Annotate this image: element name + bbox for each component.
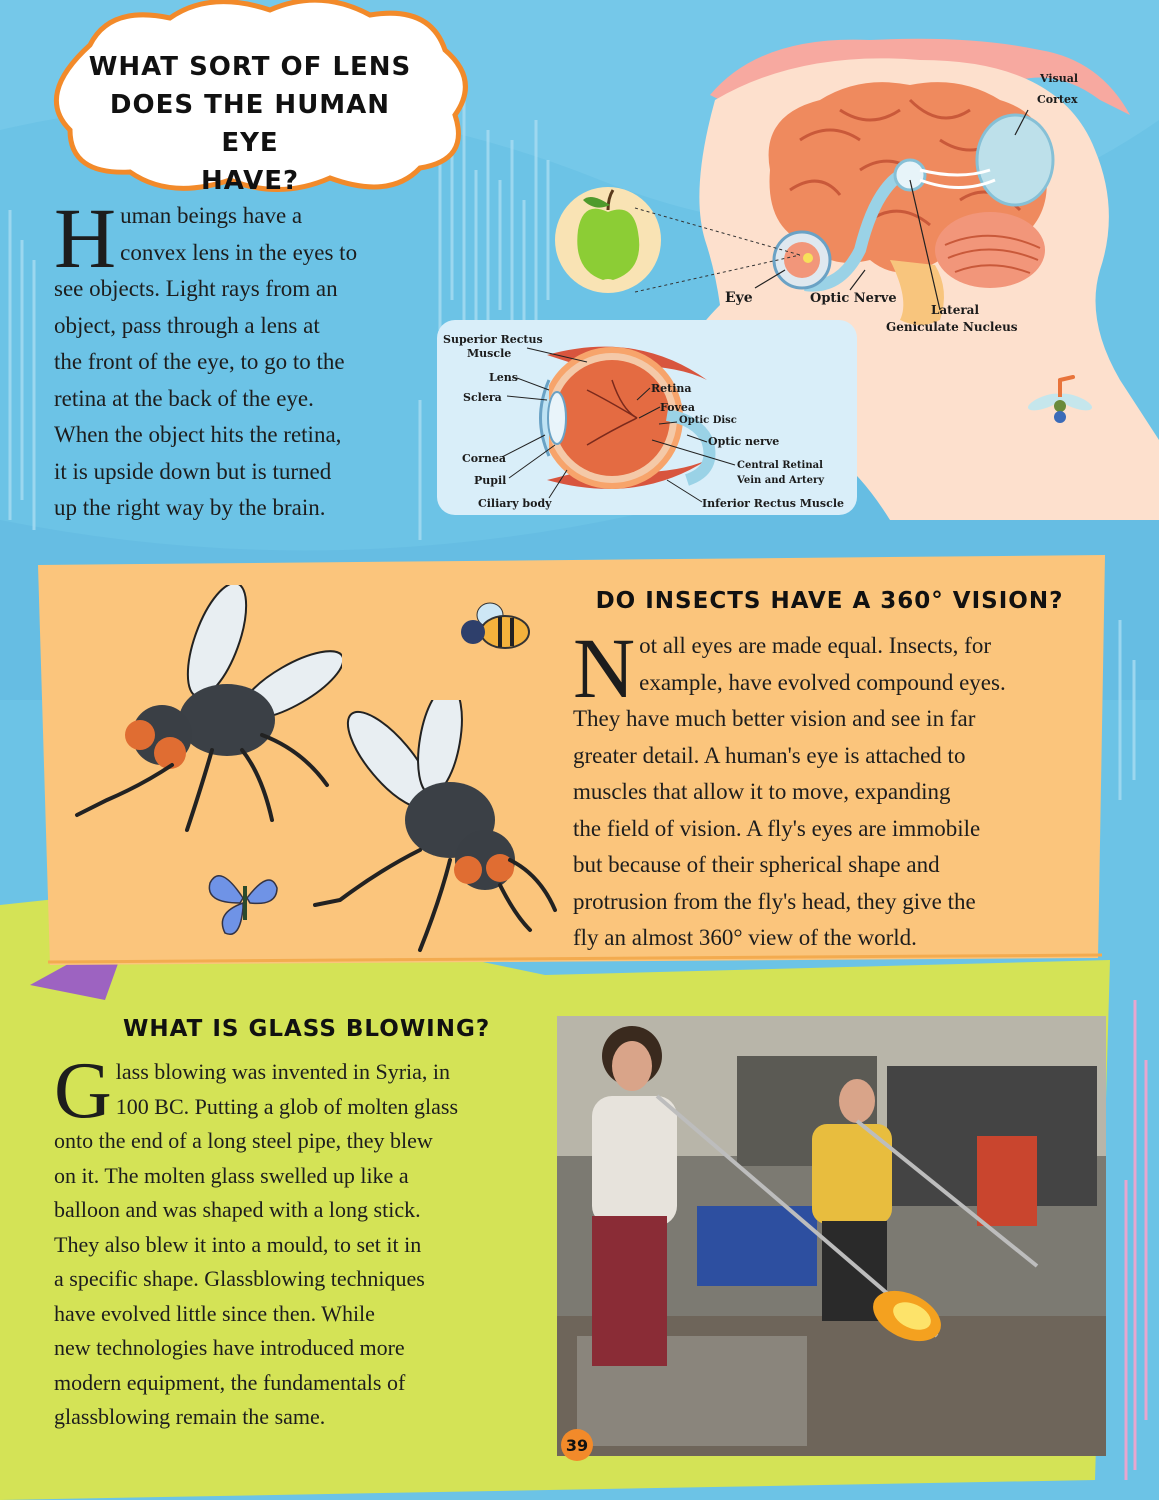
text-line: They also blew it into a mould, to set it in — [54, 1231, 422, 1257]
eye-section-text — [54, 190, 429, 527]
text-line: They have much better vision and see in far — [573, 706, 976, 731]
glass-paragraph — [54, 1047, 554, 1435]
text-line: When the object hits the retina, — [54, 422, 342, 447]
glass-blowing-photo — [557, 1016, 1106, 1456]
text-line: object, pass through a lens at — [54, 312, 320, 338]
glass-heading: WHAT IS GLASS BLOWING? — [123, 1016, 491, 1042]
text-line: modern equipment, the fundamentals of — [54, 1369, 406, 1395]
text-line: on it. The molten glass swelled up like a — [54, 1162, 409, 1188]
label-lens: Lens — [489, 371, 518, 384]
bee-icon — [445, 600, 535, 670]
text-line: muscles that allow it to move, expanding — [573, 779, 951, 804]
light-ray-lines — [630, 200, 810, 300]
butterfly-icon — [205, 858, 285, 943]
text-line: retina at the back of the eye. — [54, 385, 314, 411]
label-central-retinal-1: Central Retinal — [737, 460, 823, 471]
label-central-retinal-2: Vein and Artery — [737, 475, 825, 486]
text-line: a specific shape. Glassblowing techniques — [54, 1266, 425, 1291]
text-line: have evolved little since then. While — [54, 1300, 375, 1326]
text-line: onto the end of a long steel pipe, they blew — [54, 1128, 433, 1153]
text-line: example, have evolved compound eyes. — [639, 669, 1006, 695]
text-line: lass blowing was invented in Syria, in — [115, 1059, 451, 1084]
glass-section-text — [54, 1047, 554, 1435]
insects-paragraph — [573, 620, 1083, 957]
insects-section-text — [573, 620, 1083, 957]
eye-section-heading — [80, 48, 420, 200]
insects-heading: DO INSECTS HAVE A 360° VISION? — [595, 588, 1064, 614]
text-line: glassblowing remain the same. — [54, 1404, 326, 1429]
text-line: 100 BC. Putting a glob of molten glass — [115, 1093, 459, 1119]
label-inferior-rectus: Inferior Rectus Muscle — [702, 497, 844, 510]
text-line: new technologies have introduced more — [54, 1335, 405, 1360]
text-line: protrusion from the fly's head, they give the — [573, 888, 976, 914]
label-superior-rectus-2: Muscle — [467, 347, 512, 360]
label-superior-rectus-1: Superior Rectus — [443, 333, 543, 346]
text-line: greater detail. A human's eye is attached to — [573, 742, 966, 768]
label-visual-cortex-1: Visual — [1040, 72, 1079, 85]
label-lgn-1: Lateral — [930, 303, 980, 317]
label-sclera: Sclera — [463, 391, 502, 404]
text-line: the field of vision. A fly's eyes are immobile — [573, 815, 981, 841]
label-lgn-2: Geniculate Nucleus — [886, 320, 1018, 334]
page-number-badge — [561, 1429, 593, 1461]
label-visual-cortex-2: Cortex — [1037, 93, 1078, 106]
eye-heading-line-1: WHAT SORT OF LENS — [88, 52, 412, 82]
label-eye: Eye — [725, 290, 753, 306]
text-line: uman beings have a — [120, 203, 303, 228]
dragonfly-icon — [1025, 372, 1095, 442]
text-line: it is upside down but is turned — [54, 458, 332, 484]
text-line: the front of the eye, to go to the — [54, 349, 345, 374]
label-retina: Retina — [651, 382, 692, 395]
label-optic-nerve-eye: Optic nerve — [708, 435, 780, 448]
label-fovea: Fovea — [660, 401, 696, 414]
text-line: see objects. Light rays from an — [54, 276, 338, 301]
label-optic-disc: Optic Disc — [679, 415, 737, 426]
page-number: 39 — [565, 1435, 589, 1455]
text-line: ot all eyes are made equal. Insects, for — [639, 633, 991, 658]
label-pupil: Pupil — [474, 474, 507, 487]
text-line: but because of their spherical shape and — [573, 852, 940, 877]
text-line: fly an almost 360° view of the world. — [573, 925, 917, 950]
eye-dropcap: H — [54, 190, 117, 286]
text-line: convex lens in the eyes to — [120, 239, 358, 265]
glass-dropcap: G — [54, 1047, 112, 1135]
insects-dropcap: N — [573, 620, 636, 716]
eye-heading-line-3: HAVE? — [200, 166, 300, 196]
fly-illustration-right — [300, 700, 560, 960]
label-cornea: Cornea — [462, 452, 507, 465]
label-optic-nerve: Optic Nerve — [810, 291, 897, 306]
eye-heading-line-2: DOES THE HUMAN EYE — [109, 90, 391, 158]
text-line: balloon and was shaped with a long stick. — [54, 1197, 421, 1222]
text-line: up the right way by the brain. — [54, 495, 326, 520]
label-ciliary-body: Ciliary body — [478, 497, 552, 510]
